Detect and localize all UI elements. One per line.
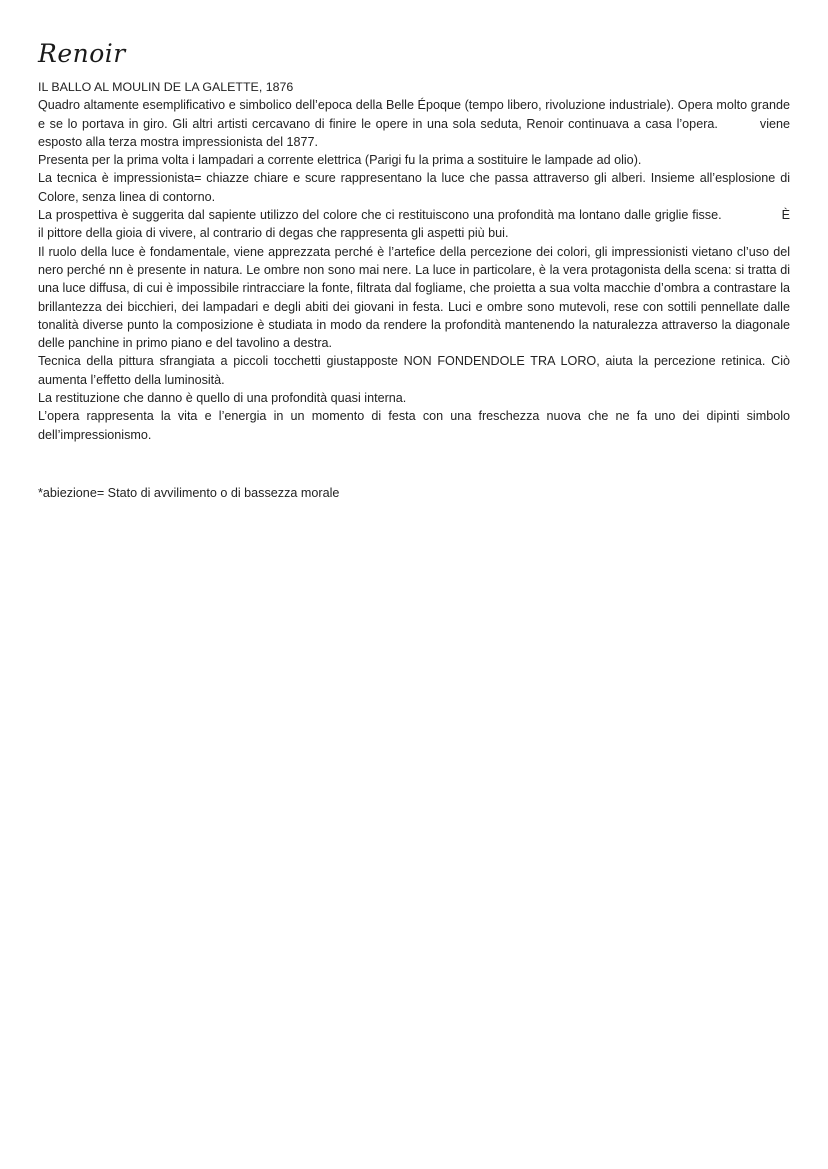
paragraph-perspective-joy: È il pittore della gioia di vivere, al contrario di degas che rappresenta gli aspetti più bui.	[38, 208, 790, 241]
paragraph-perspective-text: La prospettiva è suggerita dal sapiente utilizzo del colore che ci restituiscono una profondità ma lontano dalle griglie fisse.	[38, 208, 722, 223]
paragraph-brushwork: Tecnica della pittura sfrangiata a piccoli tocchetti giustapposte NON FONDENDOLE TRA LORO, aiuta la percezione retinica. Ciò aumenta l’effetto della luminosità.	[38, 354, 790, 387]
document-page	[38, 40, 790, 502]
paragraph-technique: La tecnica è impressionista= chiazze chiare e scure rappresentano la luce che passa attraverso gli alberi. Insieme all’esplosione di Colore, senza linea di contorno.	[38, 171, 790, 204]
section-spacer	[38, 444, 790, 484]
paragraph-lamps: Presenta per la prima volta i lampadari a corrente elettrica (Parigi fu la prima a sostituire le lampade ad olio).	[38, 153, 642, 168]
paragraph-perspective	[38, 206, 790, 243]
paragraph-depth: La restituzione che danno è quello di una profondità quasi interna.	[38, 391, 407, 406]
paragraph-intro	[38, 96, 790, 151]
paragraph-light: Il ruolo della luce è fondamentale, viene apprezzata perché è l’artefice della percezione dei colori, gli impressionisti vietano cl’uso del nero perché nn è presente in natura. Le ombre non sono mai nere. La luce in particolare, è la vera protagonista della scena: si tratta di una luce diffusa, di cui è impossibile rintracciare la fonte, filtrata dal fogliame, che proietta a sua volta macchie d’ombra a contrastare la brillantezza dei bicchieri, dei lampadari e degli abiti dei giovani in festa. Luci e ombre sono mutevoli, rese con sottili pennellate dalle tonalità diverse punto la composizione è studiata in modo da rendere la profondità mantenendo la naturalezza attraverso la diagonale delle panchine in primo piano e del tavolino a destra.	[38, 244, 790, 351]
paragraph-intro-text: Quadro altamente esemplificativo e simbolico dell’epoca della Belle Époque (tempo libero, rivoluzione industriale). Opera molto grande e se lo portava in giro. Gli altri artisti cercavano di finire le opere in una sola seduta, Renoir continuava a casa l’opera.	[38, 98, 790, 131]
handwritten-heading: Renoir	[38, 39, 126, 68]
artwork-title: IL BALLO AL MOULIN DE LA GALETTE, 1876	[38, 80, 294, 94]
footnote: *abiezione= Stato di avvilimento o di bassezza morale	[38, 485, 340, 500]
paragraph-conclusion: L’opera rappresenta la vita e l’energia in un momento di festa con una freschezza nuova che ne fa uno dei dipinti simbolo dell’impressionismo.	[38, 409, 790, 442]
paragraph-intro-exhibition: viene esposto alla terza mostra impressionista del 1877.	[38, 116, 790, 149]
